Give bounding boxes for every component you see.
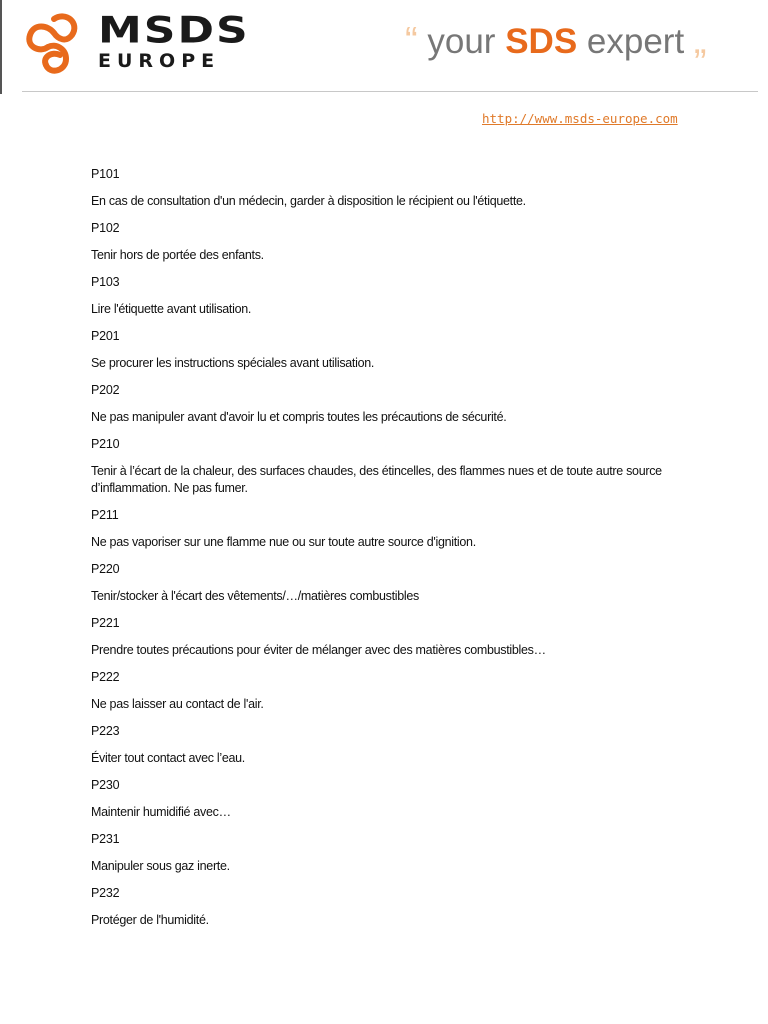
statement-text: Manipuler sous gaz inerte. [91, 859, 230, 873]
statement-code: P230 [91, 778, 120, 792]
statement-entry [91, 507, 691, 551]
statement-code: P232 [91, 886, 120, 900]
statement-text: Prendre toutes précautions pour éviter de mélanger avec des matières combustibles… [91, 643, 546, 657]
statement-text: Ne pas laisser au contact de l'air. [91, 697, 264, 711]
logo-wordmark-europe: EUROPE [98, 50, 221, 72]
tagline-open-quote: “ [405, 20, 418, 62]
statement-text: Tenir hors de portée des enfants. [91, 248, 264, 262]
statement-text: Protéger de l'humidité. [91, 913, 209, 927]
statement-code: P202 [91, 383, 120, 397]
statement-text: Ne pas manipuler avant d'avoir lu et compris toutes les précautions de sécurité. [91, 410, 507, 424]
statement-code: P102 [91, 221, 120, 235]
statement-text: Se procurer les instructions spéciales avant utilisation. [91, 356, 375, 370]
tagline-close-quote: „ [693, 20, 707, 62]
statement-text: Éviter tout contact avec l’eau. [91, 751, 245, 765]
statement-entry [91, 615, 691, 659]
statement-text: En cas de consultation d'un médecin, garder à disposition le récipient ou l'étiquette. [91, 194, 526, 208]
statement-entry [91, 723, 691, 767]
statement-entry [91, 274, 691, 318]
statement-code: P221 [91, 616, 120, 630]
statement-text: Tenir/stocker à l'écart des vêtements/…/matières combustibles [91, 589, 419, 603]
statement-code: P103 [91, 275, 120, 289]
tagline-brand: SDS [505, 22, 578, 61]
statement-code: P231 [91, 832, 120, 846]
statement-entry [91, 885, 691, 929]
statement-entry [91, 561, 691, 605]
statement-code: P201 [91, 329, 120, 343]
tagline-post: expert [577, 22, 694, 61]
header-divider [22, 91, 758, 92]
statement-code: P101 [91, 167, 120, 181]
statement-entry [91, 777, 691, 821]
msds-logo-icon [22, 9, 86, 79]
document-header [0, 0, 768, 92]
statement-text: Maintenir humidifié avec… [91, 805, 231, 819]
statement-entry [91, 328, 691, 372]
statement-entry [91, 220, 691, 264]
tagline [405, 20, 707, 70]
statement-entry [91, 382, 691, 426]
statement-code: P222 [91, 670, 120, 684]
statement-code: P210 [91, 437, 120, 451]
statement-code: P211 [91, 508, 119, 522]
statement-entry [91, 166, 691, 210]
statement-entry [91, 436, 691, 497]
statement-entry [91, 669, 691, 713]
statement-text: Tenir à l’écart de la chaleur, des surfaces chaudes, des étincelles, des flammes nues et de toute autre source d’inflammation. Ne pas fumer. [91, 464, 662, 495]
statement-text: Lire l'étiquette avant utilisation. [91, 302, 252, 316]
website-link[interactable]: http://www.msds-europe.com [482, 111, 678, 126]
statement-code: P220 [91, 562, 120, 576]
statement-text: Ne pas vaporiser sur une flamme nue ou sur toute autre source d'ignition. [91, 535, 476, 549]
statement-code: P223 [91, 724, 120, 738]
precautionary-statements-list [91, 166, 691, 939]
tagline-pre: your [417, 22, 506, 61]
logo-wordmark-msds: MSDS [98, 9, 250, 52]
statement-entry [91, 831, 691, 875]
